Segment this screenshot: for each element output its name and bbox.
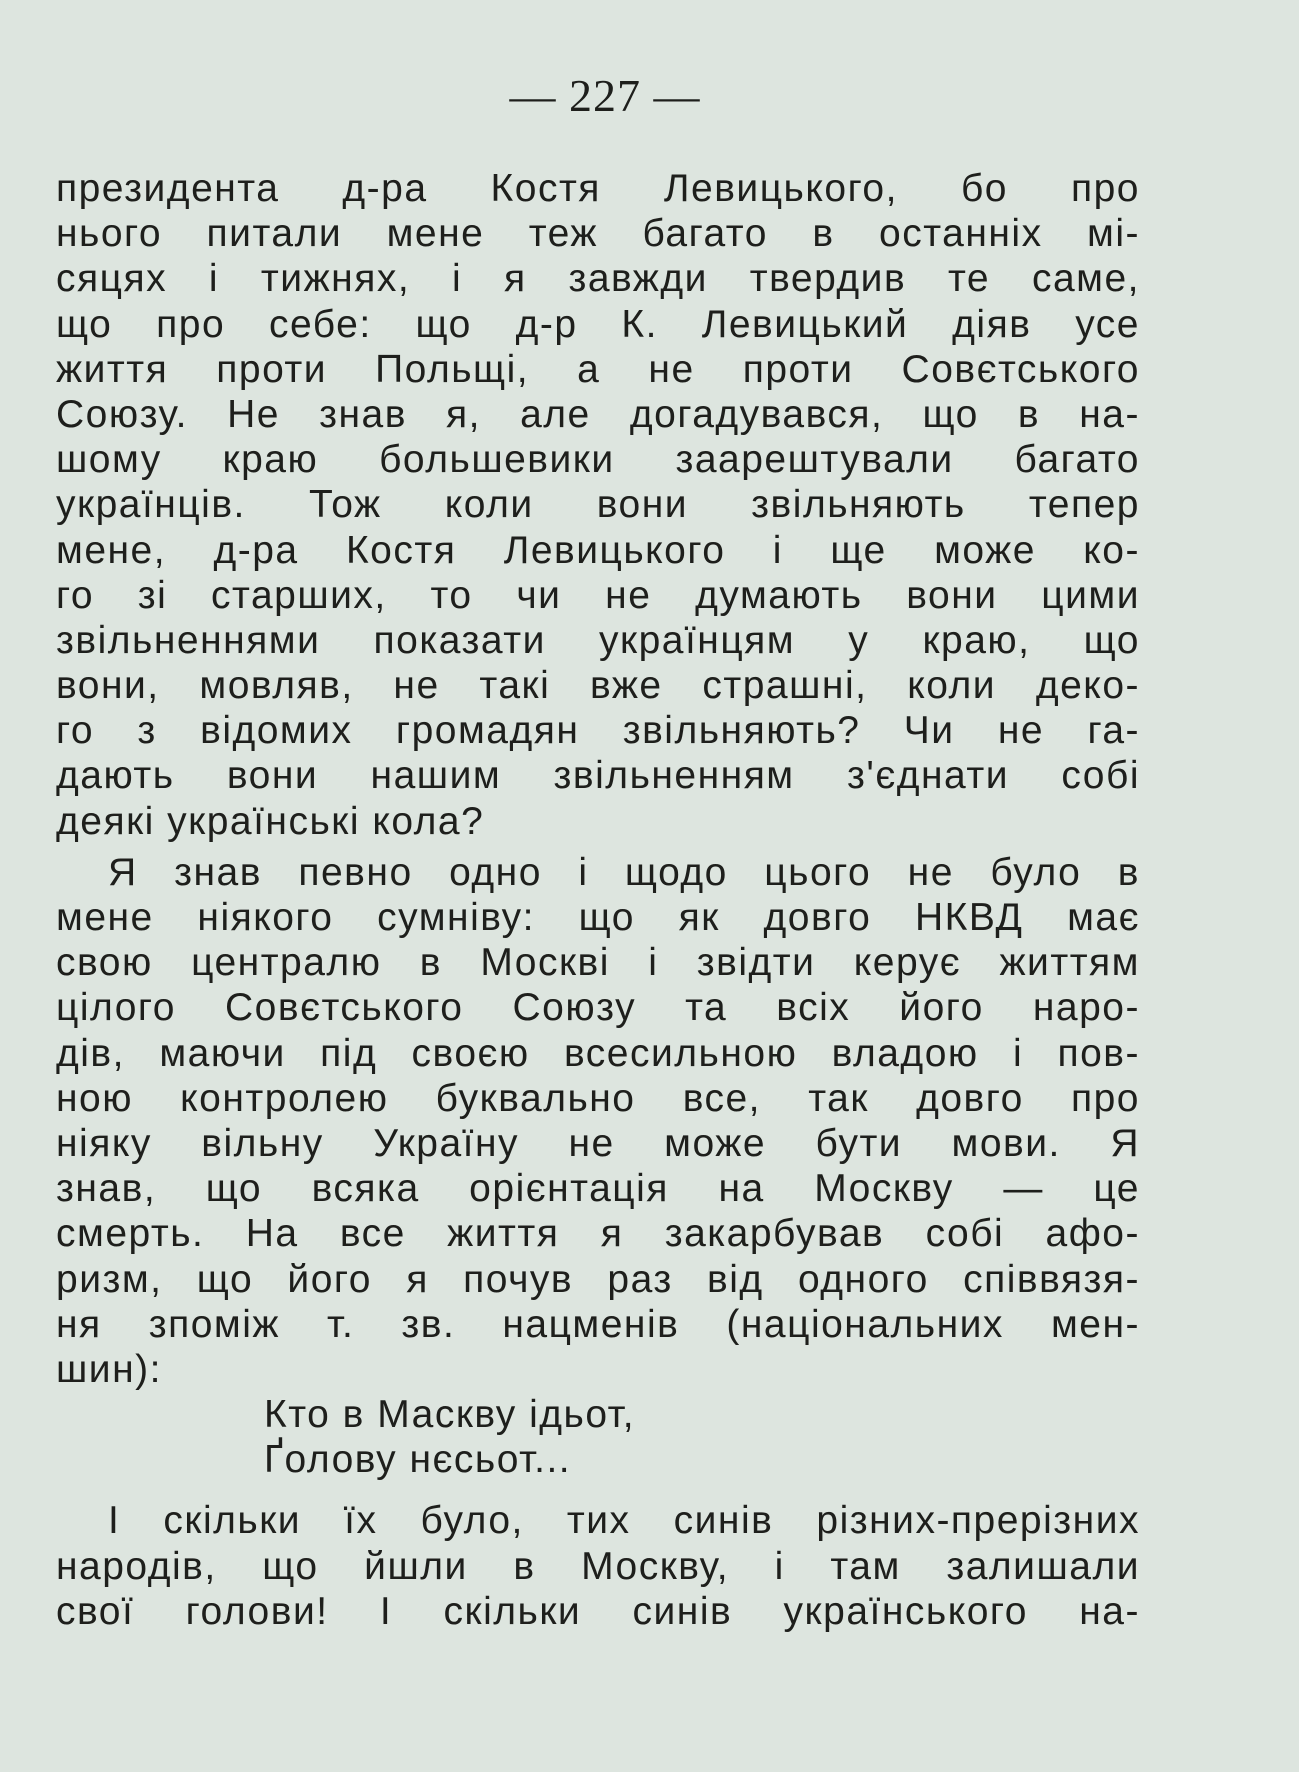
text-line: дають вони нашим звільненням з'єднати собі <box>56 754 1140 798</box>
text-line: сяцях і тижнях, і я завжди твердив те саме, <box>56 257 1140 301</box>
paragraph-1 <box>56 166 1140 844</box>
text-line: го з відомих громадян звільняють? Чи не га- <box>56 709 1140 753</box>
text-line: нього питали мене теж багато в останніх мі- <box>56 212 1140 256</box>
text-line: ною контролею буквально все, так довго про <box>56 1076 1140 1120</box>
paragraph-2 <box>56 850 1140 1392</box>
text-line: мене, д-ра Костя Левицького і ще може ко- <box>56 528 1140 572</box>
text-line: Союзу. Не знав я, але догадувався, що в на- <box>56 392 1140 436</box>
text-line: життя проти Польщі, а не проти Совєтського <box>56 347 1140 391</box>
text-line: ня зпоміж т. зв. нацменів (національних мен- <box>56 1302 1140 1346</box>
paragraph-3 <box>56 1498 1140 1634</box>
text-line: знав, що всяка орієнтація на Москву — це <box>56 1167 1140 1211</box>
text-line: звільненнями показати українцям у краю, що <box>56 618 1140 662</box>
verse-line: Кто в Маскву ідьот, <box>264 1393 636 1437</box>
text-line: українців. Тож коли вони звільняють тепер <box>56 483 1140 527</box>
text-line: свою централю в Москві і звідти керує життям <box>56 941 1140 985</box>
verse-quote <box>264 1392 1140 1482</box>
text-line: деякі українські кола? <box>56 799 485 843</box>
text-line: цілого Совєтського Союзу та всіх його наро- <box>56 986 1140 1030</box>
text-line: шин): <box>56 1347 162 1391</box>
page-number: — 227 — <box>509 70 701 121</box>
text-line: смерть. На все життя я закарбував собі афо- <box>56 1212 1140 1256</box>
page-body <box>56 166 1140 1634</box>
text-line: президента д-ра Костя Левицького, бо про <box>56 167 1140 210</box>
text-line: шому краю большевики заарештували багато <box>56 438 1140 482</box>
text-line: ніяку вільну Україну не може бути мови. Я <box>56 1121 1140 1165</box>
text-line: мене ніякого сумніву: що як довго НКВД має <box>56 896 1140 939</box>
text-line: свої голови! І скільки синів українського на- <box>56 1589 1140 1633</box>
text-line: ризм, що його я почув раз від одного співвязя- <box>56 1257 1140 1301</box>
text-line: народів, що йшли в Москву, і там залишали <box>56 1544 1140 1588</box>
text-line: вони, мовляв, не такі вже страшні, коли деко- <box>56 664 1140 708</box>
text-line: що про себе: що д-р К. Левицький діяв усе <box>56 302 1140 346</box>
text-line: го зі старших, то чи не думають вони цими <box>56 573 1140 617</box>
verse-line: Ґолову нєсьот... <box>264 1438 572 1482</box>
text-line: Я знав певно одно і щодо цього не було в <box>108 850 1140 894</box>
text-line: І скільки їх було, тих синів різних-прерізних <box>108 1499 1140 1543</box>
text-line: дів, маючи під своєю всесильною владою і пов- <box>56 1031 1140 1075</box>
